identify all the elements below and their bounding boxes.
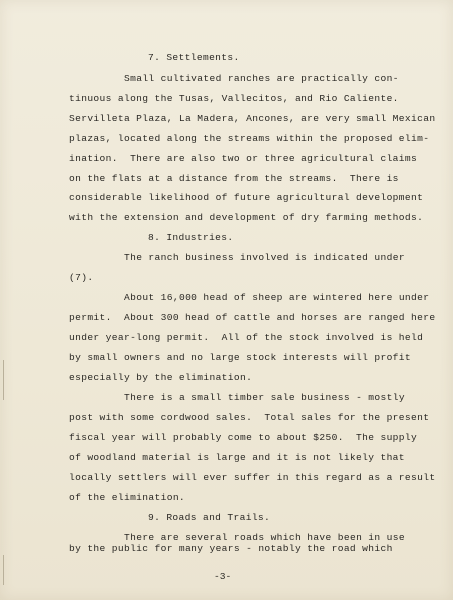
text-line: by the public for many years - notably the road which [69, 543, 393, 554]
text-line: ination. There are also two or three agricultural claims [69, 153, 418, 164]
text-line: (7). [69, 272, 94, 283]
text-line: post with some cordwood sales. Total sales for the present [69, 412, 430, 423]
margin-crease [3, 360, 4, 400]
text-line: of the elimination. [69, 492, 186, 503]
text-line: plazas, located along the streams within the proposed elim- [69, 133, 430, 144]
text-line: The ranch business involved is indicated under [124, 252, 405, 263]
text-line: especially by the elimination. [69, 372, 253, 383]
text-line: with the extension and development of dry farming methods. [69, 212, 424, 223]
text-line: locally settlers will ever suffer in this regard as a result [69, 472, 436, 483]
text-line: considerable likelihood of future agricultural development [69, 192, 424, 203]
text-line: by small owners and no large stock interests will profit [69, 352, 412, 363]
margin-crease [3, 555, 4, 585]
text-line: under year-long permit. All of the stock involved is held [69, 332, 424, 343]
text-line: permit. About 300 head of cattle and horses are ranged here [69, 312, 436, 323]
text-line: There are several roads which have been in use [124, 532, 405, 543]
page-number: -3- [214, 571, 232, 582]
section-heading-industries: 8. Industries. [148, 232, 234, 243]
text-line: tinuous along the Tusas, Vallecitos, and Rio Caliente. [69, 93, 399, 104]
text-line: fiscal year will probably come to about $250. The supply [69, 432, 418, 443]
text-line: About 16,000 head of sheep are wintered here under [124, 292, 430, 303]
text-line: Servilleta Plaza, La Madera, Ancones, are very small Mexican [69, 113, 436, 124]
text-line: Small cultivated ranches are practically con- [124, 73, 399, 84]
section-heading-settlements: 7. Settlements. [148, 52, 240, 63]
text-line: of woodland material is large and it is not likely that [69, 452, 405, 463]
text-line: There is a small timber sale business - mostly [124, 392, 405, 403]
section-heading-roads-and-trails: 9. Roads and Trails. [148, 512, 271, 523]
text-line: on the flats at a distance from the streams. There is [69, 173, 399, 184]
